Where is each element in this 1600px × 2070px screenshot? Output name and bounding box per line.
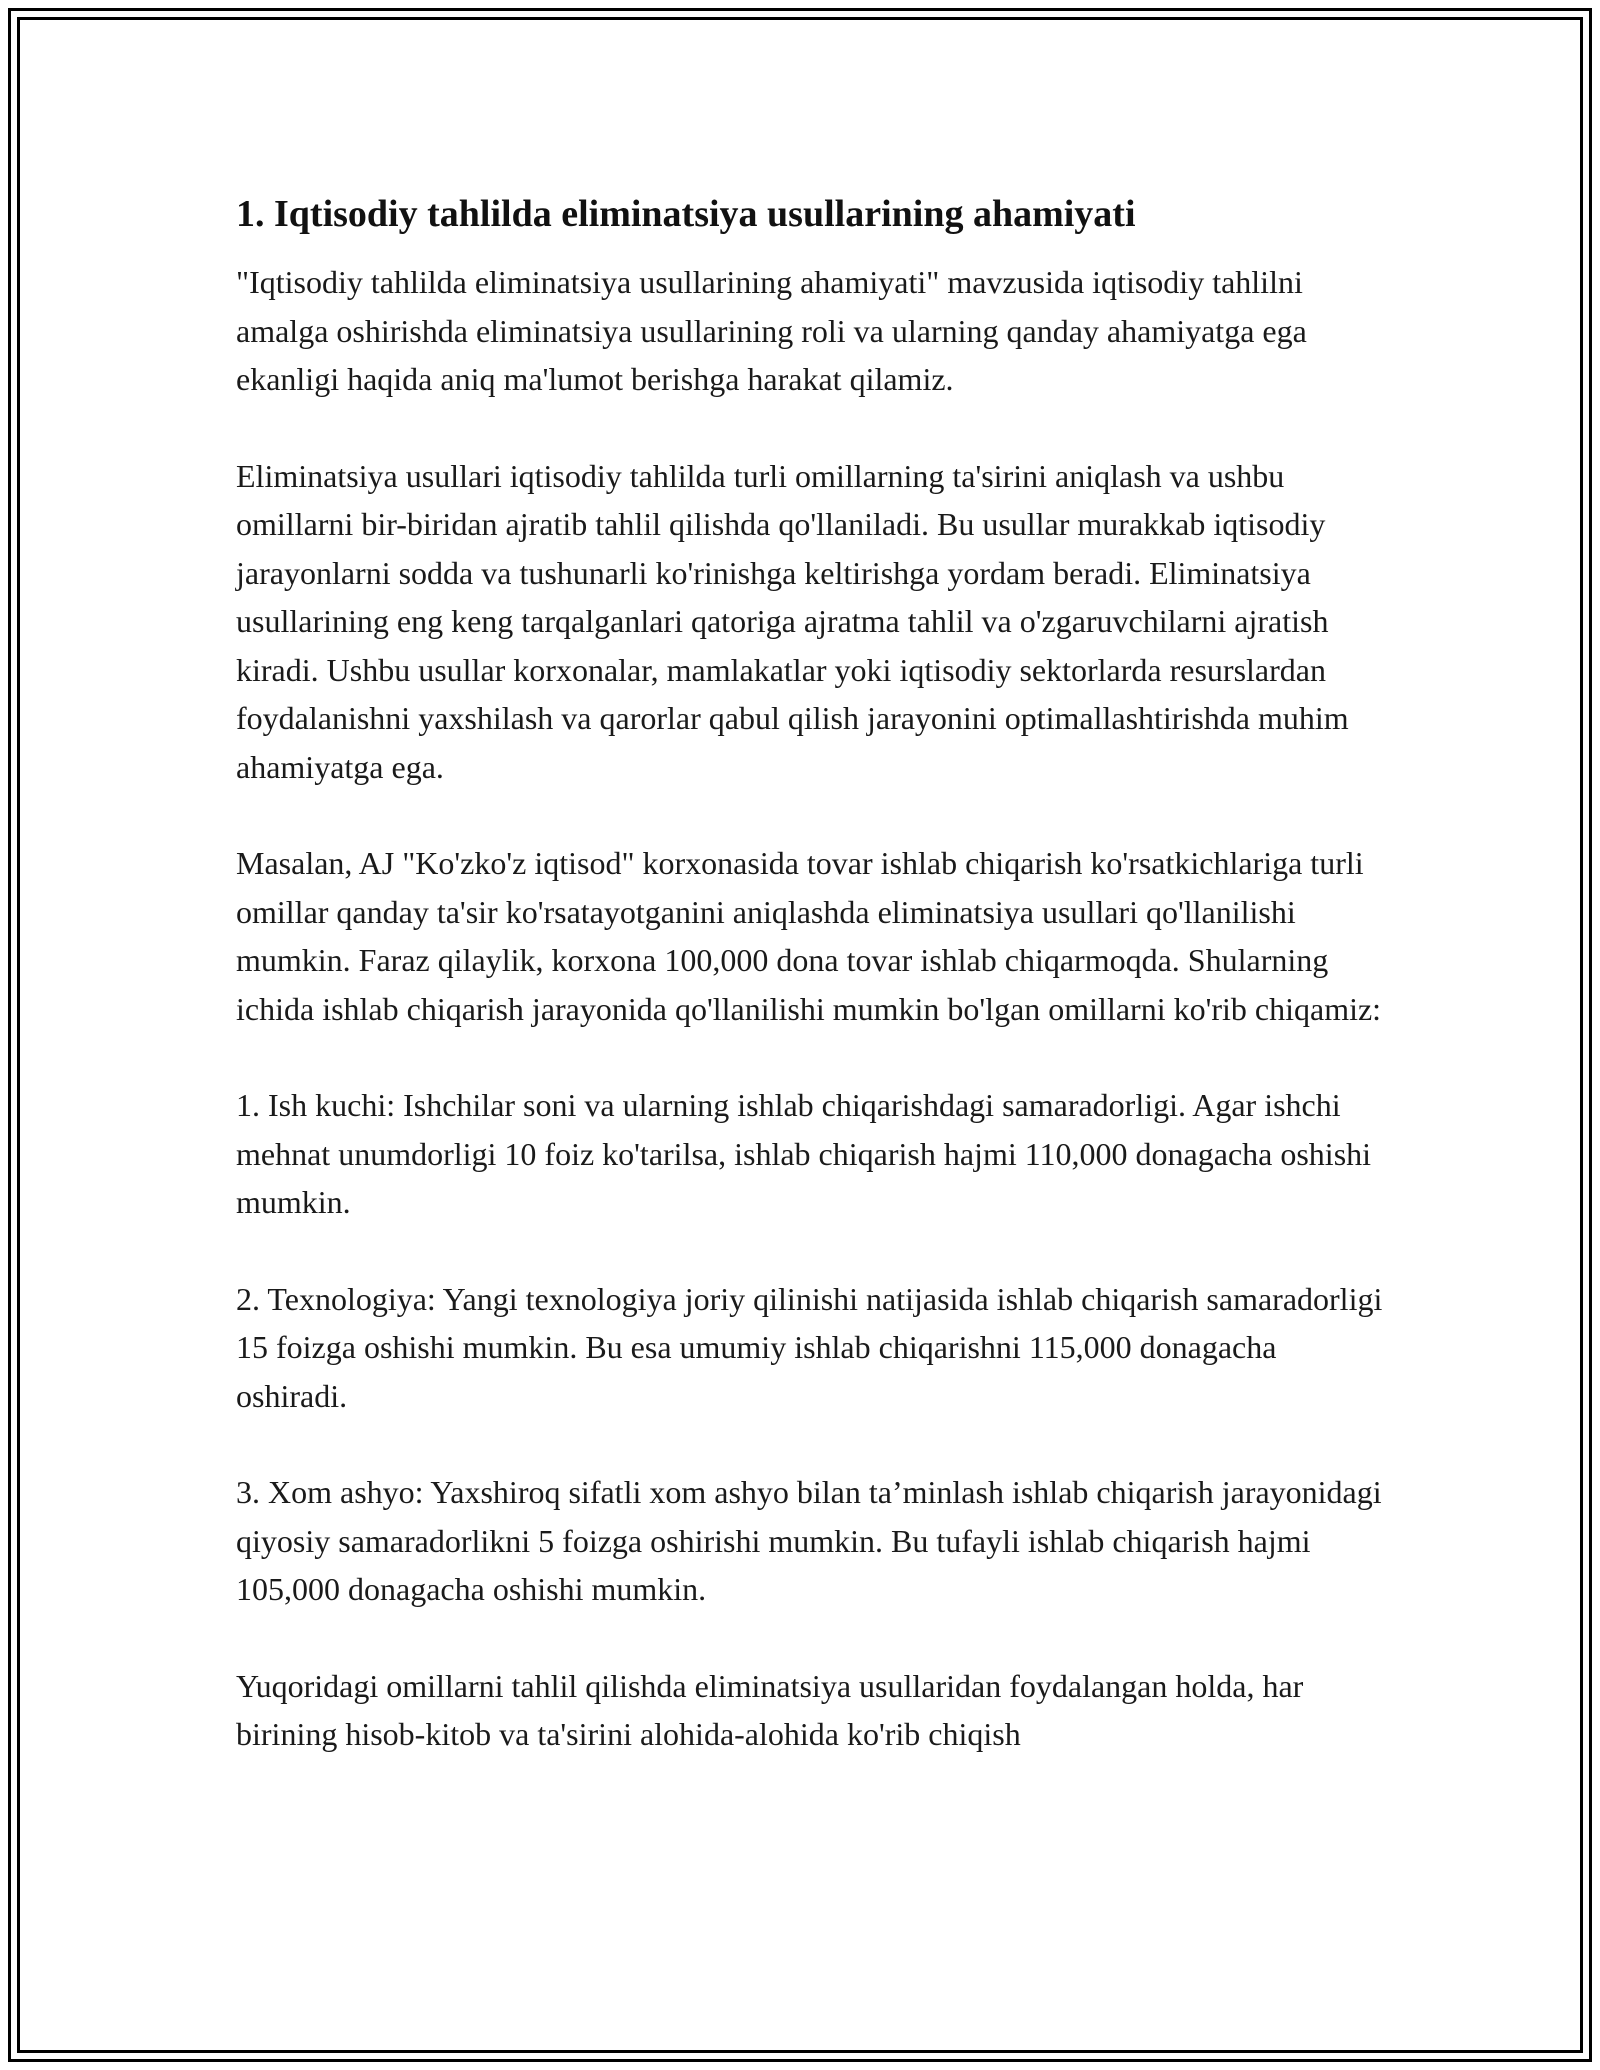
section-title: 1. Iqtisodiy tahlilda eliminatsiya usullarining ahamiyati (236, 193, 1136, 235)
document-body (236, 190, 1386, 1807)
paragraph-factor-raw-material: 3. Xom ashyo: Yaxshiroq sifatli xom ashyo bilan ta’minlash ishlab chiqarish jarayonidagi qiyosiy samaradorlikni 5 foizga oshirishi mumkin. Bu tufayli ishlab chiqarish hajmi 105,000 donagacha oshishi mumkin. (236, 1474, 1382, 1607)
paragraph-factor-technology: 2. Texnologiya: Yangi texnologiya joriy qilinishi natijasida ishlab chiqarish samaradorligi 15 foizga oshishi mumkin. Bu esa umumiy ishlab chiqarishni 115,000 donagacha oshiradi. (236, 1280, 1383, 1414)
paragraph-factor-labor: 1. Ish kuchi: Ishchilar soni va ularning ishlab chiqarishdagi samaradorligi. Agar ishchi mehnat unumdorligi 10 foiz ko'tarilsa, ishlab chiqarish hajmi 110,000 donagacha oshishi mumkin. (236, 1087, 1372, 1220)
paragraph-conclusion: Yuqoridagi omillarni tahlil qilishda eliminatsiya usullaridan foydalangan holda, har birining hisob-kitob va ta'sirini alohida-alohida ko'rib chiqish (236, 1667, 1304, 1752)
paragraph-elimination-methods: Eliminatsiya usullari iqtisodiy tahlilda turli omillarning ta'sirini aniqlash va ushbu omillarni bir-biridan ajratib tahlil qilishda qo'llaniladi. Bu usullar murakkab iqtisodiy jarayonlarni sodda va tushunarli ko'rinishga keltirishga yordam beradi. Eliminatsiya usullarining eng keng tarqalganlari qatoriga ajratma tahlil va o'zgaruvchilarni ajratish kiradi. Ushbu usullar korxonalar, mamlakatlar yoki iqtisodiy sektorlarda resurslardan foydalanishni yaxshilash va qarorlar qabul qilish jarayonini optimallashtirishda muhim ahamiyatga ega. (236, 457, 1349, 785)
paragraph-intro: "Iqtisodiy tahlilda eliminatsiya usullarining ahamiyati" mavzusida iqtisodiy tahlilni amalga oshirishda eliminatsiya usullarining roli va ularning qanday ahamiyatga ega ekanligi haqida aniq ma'lumot berishga harakat qilamiz. (236, 264, 1307, 397)
paragraph-example: Masalan, AJ "Ko'zko'z iqtisod" korxonasida tovar ishlab chiqarish ko'rsatkichlariga turli omillar qanday ta'sir ko'rsatayotganini aniqlashda eliminatsiya usullari qo'llanilishi mumkin. Faraz qilaylik, korxona 100,000 dona tovar ishlab chiqarmoqda. Shularning ichida ishlab chiqarish jarayonida qo'llanilishi mumkin bo'lgan omillarni ko'rib chiqamiz: (236, 845, 1382, 1027)
